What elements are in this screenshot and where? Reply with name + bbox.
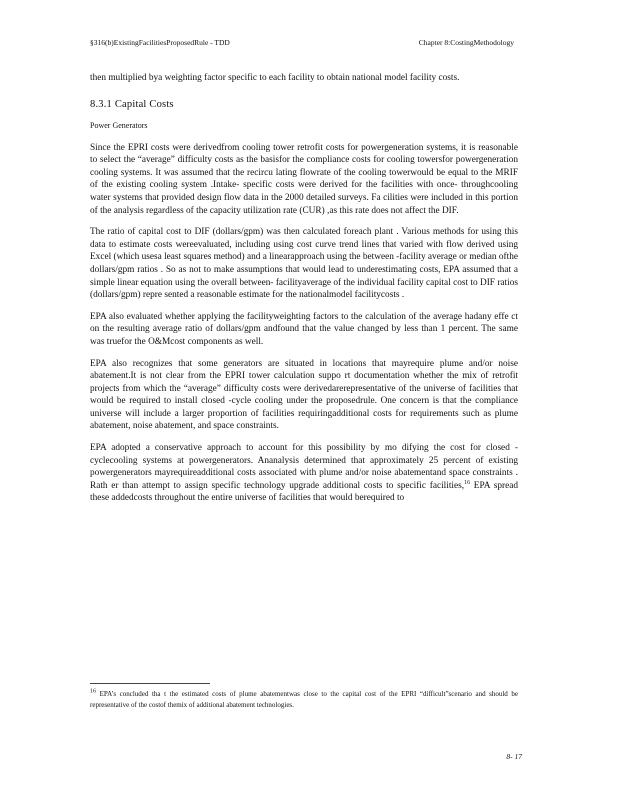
- paragraph-5-part-b: EPA spread these addedcosts throughout the entire universe of facilities that would berequired to: [90, 480, 519, 504]
- paragraph-4: EPA also recognizes that some generators are situated in locations that mayrequire plume and/or noise abatement.It is not clear from the EPRI tower calculation suppo rt documentation whether the mix of retrofit projects from which the “average” difficulty costs were derivedarerepresentative of the universe of facilities that would be required to install closed -cycle cooling under the proposedrule. One concern is that the compliance universe will include a larger proportion of facilities requiringadditional costs for requirements such as plume abatement, noise abatement, and space constraints.: [90, 358, 518, 432]
- paragraph-1: Since the EPRI costs were derivedfrom cooling tower retrofit costs for powergeneration systems, it is reasonable to select the “average” difficulty costs as the basisfor the compliance costs for cooling towersfor powergeneration cooling systems. It was assumed that the recircu lating flowrate of the cooling towerwould be equal to the MRIF of the existing cooling system .Intake- specific costs were derived for the facilities with once- throughcooling water systems that provided design flow data in the 2000 detailed surveys. Fa cilities were included in this portion of the analysis regardless of the capacity utilization rate (CUR) ,as this rate does not affect the DIF.: [90, 142, 518, 216]
- intro-paragraph: then multiplied bya weighting factor specific to each facility to obtain national model facility costs.: [90, 73, 460, 83]
- footnote-marker: 16: [90, 688, 96, 695]
- footnote-text: EPA’s concluded tha t the estimated costs of plume abatementwas close to the capital cost of the EPRI “difficult”scenario and should be representative of the costof themix of additional abatement technologies.: [90, 690, 518, 709]
- paragraph-2: The ratio of capital cost to DIF (dollars/gpm) was then calculated foreach plant . Various methods for using this data to estimate costs wereevaluated, including using cost curve trend lines that varied with flow derived using Excel (which usesa least squares method) and a linearapproach using the between -facility average or median ofthe dollars/gpm ratios . So as not to make assumptions that would lead to underestimating costs, EPA assumed that a simple linear equation using the overall between- facilityaverage of the individual facility capital cost to DIF ratios (dollars/gpm) repre sented a reasonable estimate for the nationalmodel facilitycosts .: [90, 227, 518, 301]
- paragraph-3: EPA also evaluated whether applying the facilityweighting factors to the calculation of the average hadany effe ct on the resulting average ratio of dollars/gpm andfound that the value changed by less than 1 percent. The same was truefor the O&Mcost components as well.: [90, 311, 518, 347]
- subsection-title: Power Generators: [90, 120, 148, 130]
- footnote: [90, 689, 518, 710]
- section-title: 8.3.1 Capital Costs: [90, 98, 174, 110]
- header-right: Chapter 8:CostingMethodology: [418, 38, 514, 47]
- paragraph-5: [90, 442, 518, 505]
- page-body: [90, 72, 518, 514]
- footnote-divider: [90, 683, 210, 684]
- header-left: §316(b)ExistingFacilitiesProposedRule - TDD: [90, 38, 230, 47]
- footnote-reference: 16: [464, 479, 471, 486]
- page-number: 8- 17: [506, 752, 522, 761]
- paragraph-5-part-a: EPA adopted a conservative approach to account for this possibility by mo difying the cost for closed -cyclecooling systems at powergenerators. Ananalysis determined that approximately 25 percent of existing powergenerators mayrequireadditional costs associated with plume and/or noise abatementand space constraints . Rath er than attempt to assign specific technology upgrade additional costs to specific facilities,: [90, 443, 518, 491]
